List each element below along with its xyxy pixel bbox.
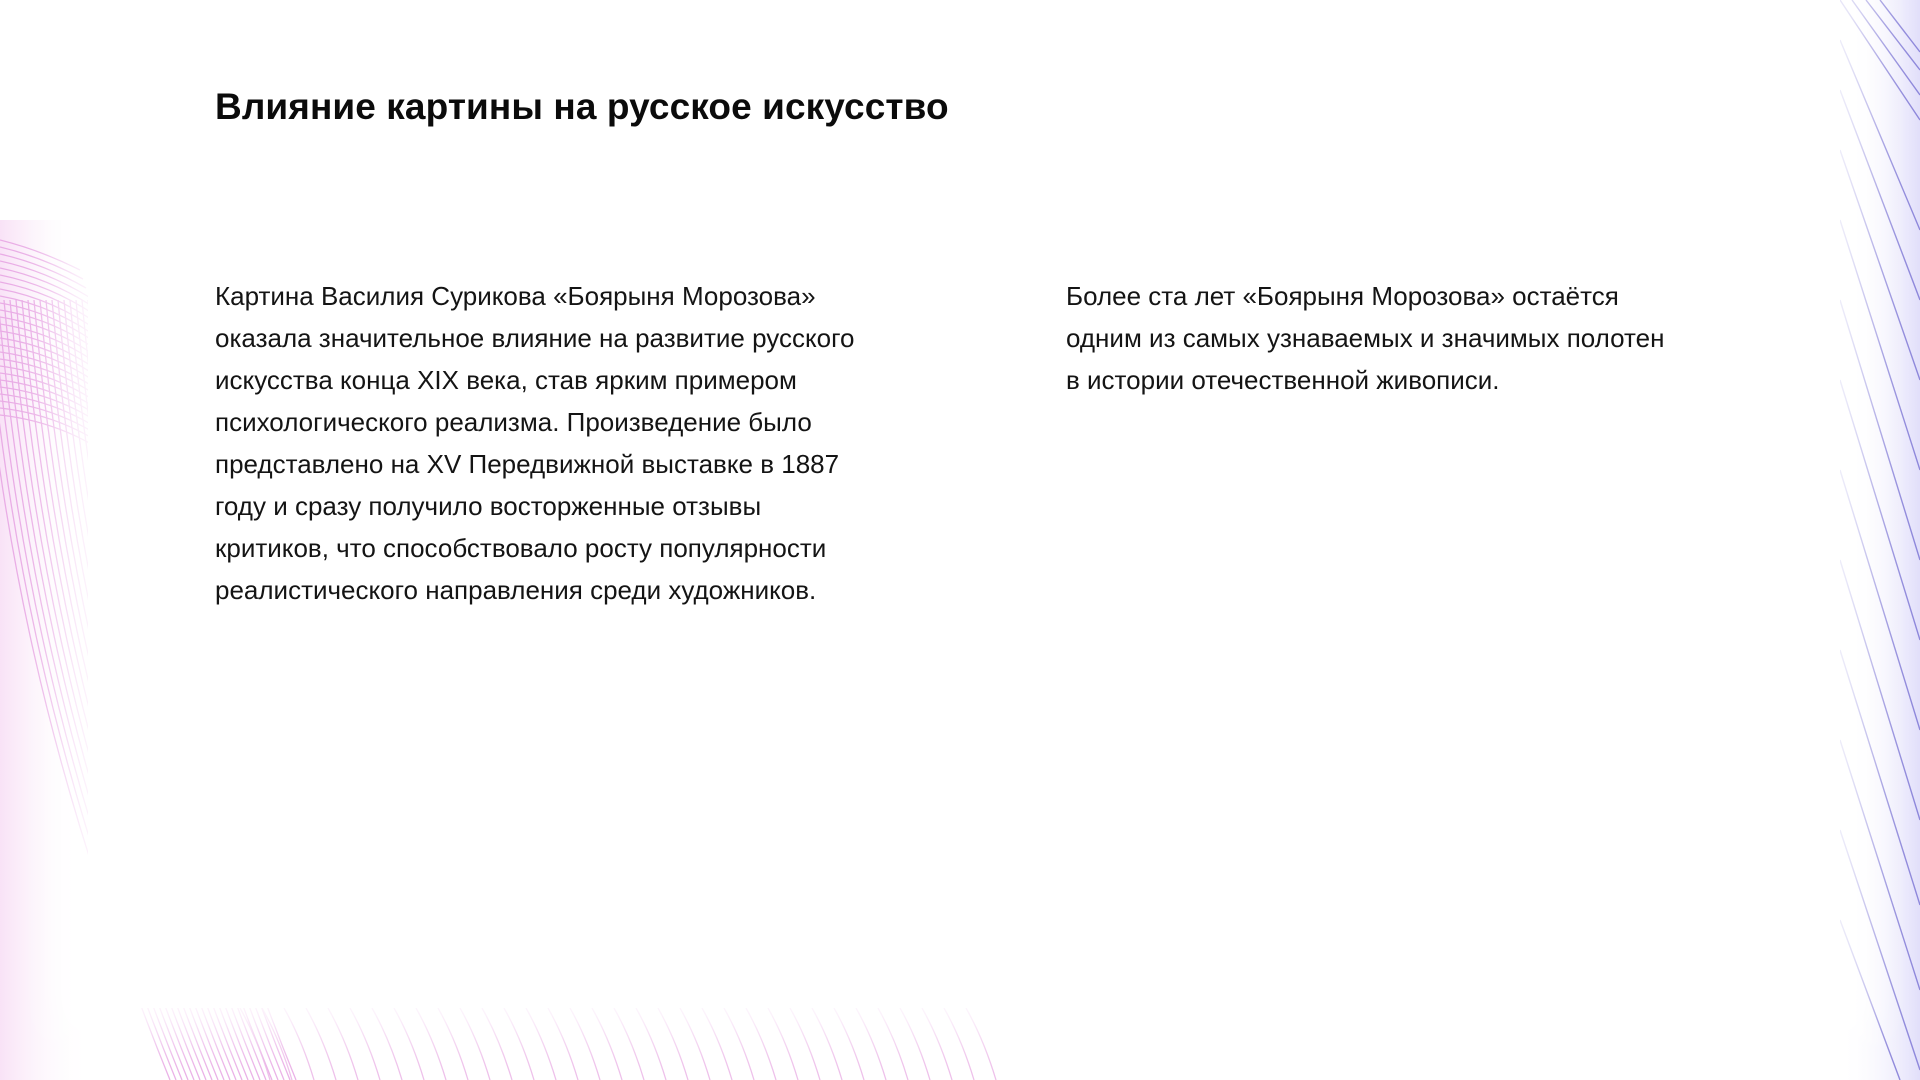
left-text-column: Картина Василия Сурикова «Боярыня Морозова» оказала значительное влияние на развитие русского искусства конца XIX века, став ярким примером психологического реализма. Произведение было представлено на XV Передвижной выставке в 1887 году и сразу получило восторженные отзывы критиков, что способствовало росту популярности реалистического направления среди художников. — [215, 281, 855, 605]
right-text-column: Более ста лет «Боярыня Морозова» остаётся одним из самых узнаваемых и значимых полотен в истории отечественной живописи. — [1066, 281, 1665, 395]
bottom-wave-lines — [240, 1008, 996, 1080]
slide-title: Влияние картины на русское искусство — [215, 86, 949, 127]
